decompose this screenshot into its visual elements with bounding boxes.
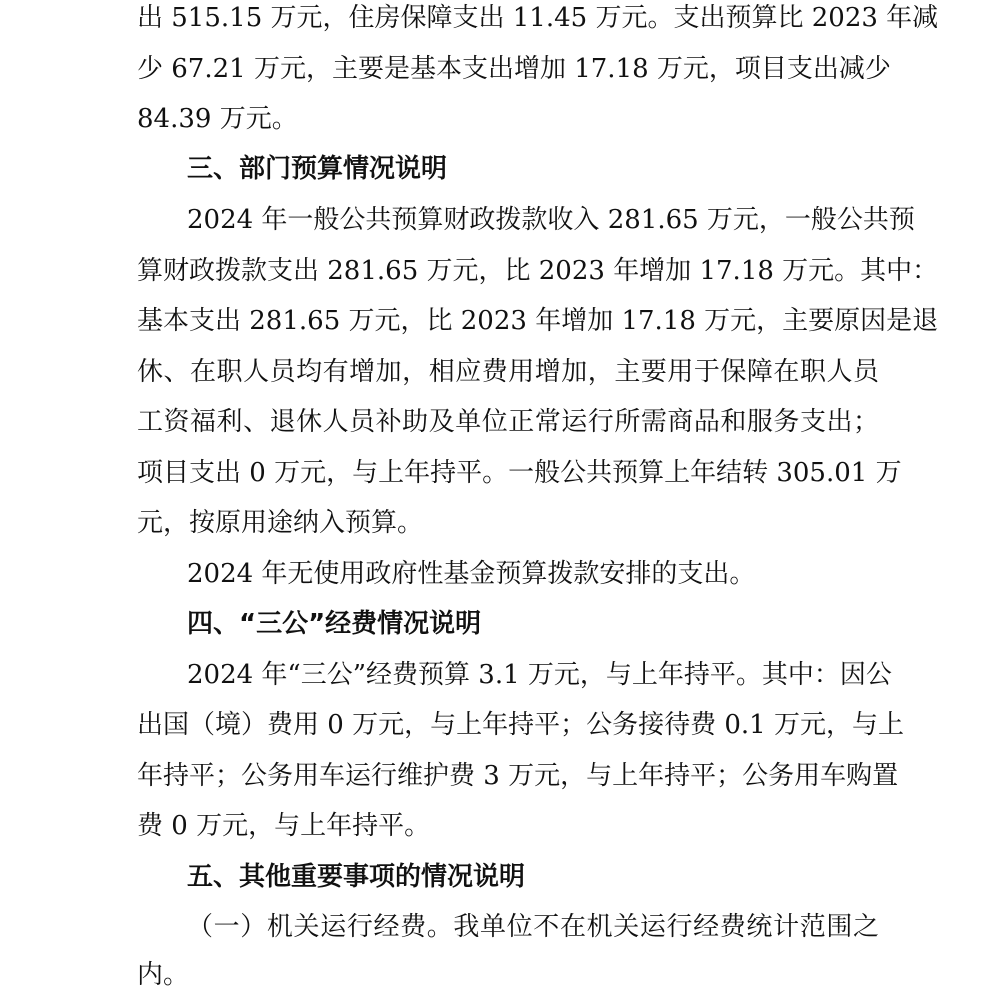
paragraph-line: 项目支出 0 万元，与上年持平。一般公共预算上年结转 305.01 万 — [137, 458, 902, 488]
paragraph-line: 年持平；公务用车运行维护费 3 万元，与上年持平；公务用车购置 — [137, 761, 899, 791]
paragraph-line: 元，按原用途纳入预算。 — [137, 508, 424, 538]
section-heading: 三、部门预算情况说明 — [187, 154, 448, 184]
paragraph-line: 费 0 万元，与上年持平。 — [137, 811, 431, 841]
paragraph-line: （一）机关运行经费。我单位不在机关运行经费统计范围之 — [187, 912, 879, 942]
paragraph-line: 工资福利、退休人员补助及单位正常运行所需商品和服务支出； — [137, 407, 879, 437]
paragraph-line: 出国（境）费用 0 万元，与上年持平；公务接待费 0.1 万元，与上 — [137, 710, 904, 740]
paragraph-line: 2024 年无使用政府性基金预算拨款安排的支出。 — [187, 559, 756, 589]
paragraph-line: 2024 年“三公”经费预算 3.1 万元，与上年持平。其中：因公 — [187, 660, 892, 690]
section-heading: 四、“三公”经费情况说明 — [187, 609, 482, 639]
paragraph-line: 2024 年一般公共预算财政拨款收入 281.65 万元，一般公共预 — [187, 205, 915, 235]
section-heading: 五、其他重要事项的情况说明 — [187, 862, 526, 892]
paragraph-line: 少 67.21 万元，主要是基本支出增加 17.18 万元，项目支出减少 — [137, 54, 891, 84]
paragraph-line: 基本支出 281.65 万元，比 2023 年增加 17.18 万元，主要原因是退 — [137, 306, 939, 336]
paragraph-line: 84.39 万元。 — [137, 104, 298, 134]
paragraph-line: 出 515.15 万元，住房保障支出 11.45 万元。支出预算比 2023 年减 — [137, 3, 939, 33]
paragraph-line: 内。 — [137, 960, 190, 990]
paragraph-line: 休、在职人员均有增加，相应费用增加，主要用于保障在职人员 — [137, 357, 879, 387]
paragraph-line: 算财政拨款支出 281.65 万元，比 2023 年增加 17.18 万元。其中： — [137, 256, 939, 286]
